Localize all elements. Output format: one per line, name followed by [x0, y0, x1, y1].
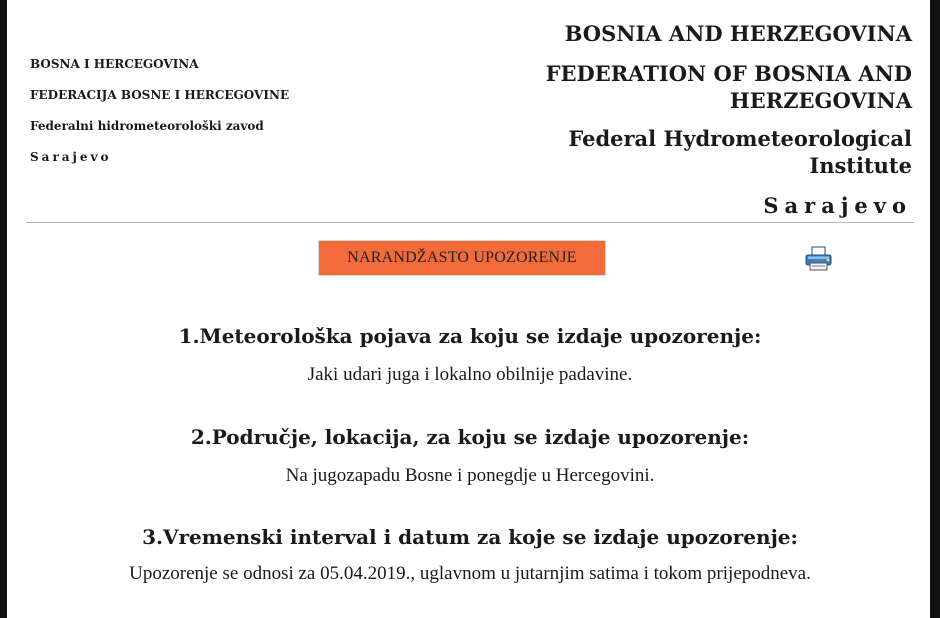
section-time-interval-text: Upozorenje se odnosi za 05.04.2019., uglavnom u jutarnjim satima i tokom prijepodneva.	[129, 563, 811, 584]
section-area	[30, 424, 910, 489]
section-phenomenon-text: Jaki udari juga i lokalno obilnije padavine.	[307, 364, 633, 385]
header-right-block	[472, 20, 912, 219]
header-left-city: Sarajevo	[30, 150, 112, 164]
header-right-institute: Federal Hydrometeorological Institute	[568, 126, 912, 178]
orange-warning-button[interactable]: NARANDŽASTO UPOZORENJE	[318, 240, 606, 276]
header-left-federation: FEDERACIJA BOSNE I HERCEGOVINE	[30, 88, 290, 102]
print-button[interactable]	[804, 246, 834, 272]
section-area-text: Na jugozapadu Bosne i ponegdje u Hercegovini.	[285, 465, 655, 486]
section-time-interval	[30, 524, 910, 586]
section-phenomenon-heading: 1.Meteorološka pojava za koju se izdaje upozorenje:	[178, 324, 762, 348]
header-right-federation: FEDERATION OF BOSNIA AND HERZEGOVINA	[545, 61, 912, 113]
header-right-country: BOSNIA AND HERZEGOVINA	[564, 21, 912, 46]
section-phenomenon	[30, 323, 910, 388]
section-time-interval-heading: 3.Vremenski interval i datum za koje se izdaje upozorenje:	[142, 525, 798, 549]
left-frame-border	[0, 0, 7, 618]
header-right-city: Sarajevo	[763, 193, 912, 218]
right-frame-border	[930, 0, 940, 618]
header-divider	[26, 222, 914, 223]
section-area-heading: 2.Područje, lokacija, za koju se izdaje upozorenje:	[190, 425, 750, 449]
printer-icon	[804, 246, 834, 272]
header-left-country: BOSNA I HERCEGOVINA	[30, 57, 199, 71]
header-left-institute: Federalni hidrometeorološki zavod	[30, 119, 264, 133]
header-left-block	[30, 49, 289, 173]
